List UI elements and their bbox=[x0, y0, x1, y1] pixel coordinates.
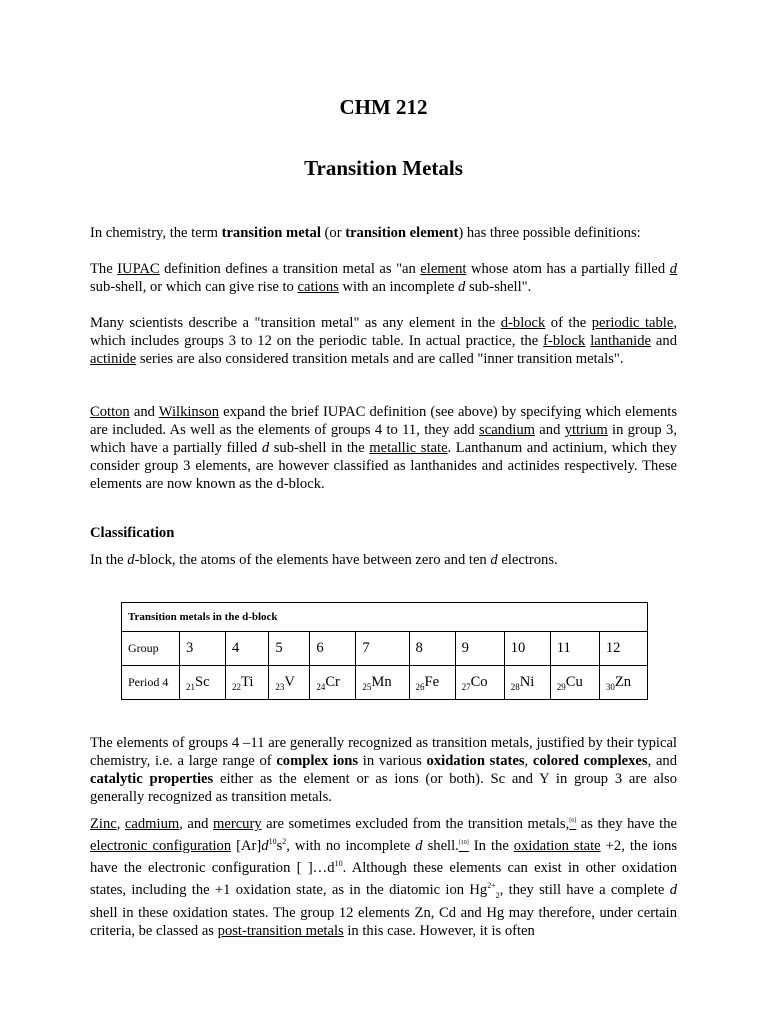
iupac-paragraph bbox=[90, 260, 677, 296]
text: and bbox=[129, 404, 159, 420]
cotton-wilkinson-paragraph bbox=[90, 403, 677, 493]
group-cell: 11 bbox=[550, 632, 599, 666]
text: (or bbox=[320, 225, 346, 241]
italic-d: d bbox=[127, 552, 135, 568]
group-cell: 3 bbox=[180, 632, 226, 666]
transition-metals-table bbox=[121, 602, 648, 700]
element-symbol: Cu bbox=[565, 673, 583, 690]
group-cell: 8 bbox=[409, 632, 455, 666]
element-symbol: Sc bbox=[195, 673, 210, 690]
link-metallic-state[interactable]: metallic state bbox=[369, 440, 448, 456]
italic-d: d bbox=[415, 837, 423, 854]
text: electrons. bbox=[497, 552, 558, 568]
link-zinc[interactable]: Zinc bbox=[90, 815, 117, 832]
italic-d: d bbox=[490, 552, 498, 568]
text: [Ar] bbox=[231, 837, 262, 854]
link-d[interactable]: d bbox=[669, 261, 677, 277]
link-cotton[interactable]: Cotton bbox=[90, 404, 130, 420]
reference-marker: [10] bbox=[458, 839, 469, 846]
group-cell: 6 bbox=[310, 632, 356, 666]
element-cell bbox=[310, 666, 356, 700]
link-d-block[interactable]: d-block bbox=[500, 315, 546, 331]
text: Many scientists describe a "transition metal" as any element in the bbox=[90, 315, 501, 331]
reference-link[interactable] bbox=[459, 838, 469, 854]
superscript: 10 bbox=[268, 836, 277, 846]
italic-d: d bbox=[261, 837, 269, 854]
text: , with no incomplete bbox=[286, 837, 416, 854]
atomic-number: 30 bbox=[605, 681, 615, 692]
link-f-block[interactable]: f-block bbox=[543, 333, 586, 349]
element-cell bbox=[550, 666, 599, 700]
link-mercury[interactable]: mercury bbox=[213, 815, 262, 832]
text: , bbox=[116, 815, 125, 832]
atomic-number: 28 bbox=[510, 681, 520, 692]
bold-term: complex ions bbox=[276, 753, 359, 769]
link-periodic-table[interactable]: periodic table bbox=[591, 315, 674, 331]
text: shell in these oxidation states. The group 12 elements Zn, Cd and Hg may therefore, under certain criteria, be classed as bbox=[90, 905, 677, 940]
atomic-number: 21 bbox=[186, 681, 195, 692]
text: and bbox=[534, 422, 565, 438]
link-electronic-configuration[interactable]: electronic configuration bbox=[90, 837, 232, 854]
text: , and bbox=[647, 753, 678, 769]
text: , which includes groups 3 to 12 on the periodic table. In actual practice, the bbox=[90, 315, 677, 349]
table-row-group bbox=[122, 632, 648, 666]
text: In the bbox=[468, 837, 514, 854]
link-oxidation-state[interactable]: oxidation state bbox=[513, 837, 601, 854]
table-row-period-4 bbox=[122, 666, 648, 700]
italic-d: d bbox=[669, 881, 677, 898]
element-symbol: V bbox=[284, 673, 295, 690]
bold-term: transition metal bbox=[221, 225, 321, 241]
text: sub-shell". bbox=[465, 279, 532, 295]
element-cell bbox=[504, 666, 550, 700]
italic-d: d bbox=[458, 279, 466, 295]
group-cell: 4 bbox=[226, 632, 269, 666]
superscript: 10 bbox=[334, 858, 343, 868]
text: The bbox=[90, 261, 118, 277]
text: definition defines a transition metal as "an bbox=[159, 261, 421, 277]
text: sub-shell in the bbox=[269, 440, 370, 456]
element-symbol: Ti bbox=[241, 673, 254, 690]
link-scandium[interactable]: scandium bbox=[479, 422, 535, 438]
group-cell: 12 bbox=[599, 632, 647, 666]
link-post-transition-metals[interactable]: post-transition metals bbox=[217, 923, 344, 940]
classification-paragraph bbox=[90, 551, 677, 569]
element-cell bbox=[180, 666, 226, 700]
table-caption: Transition metals in the d-block bbox=[122, 603, 648, 632]
page-title: Transition Metals bbox=[304, 156, 463, 180]
link-actinide[interactable]: actinide bbox=[90, 351, 137, 367]
text: The elements of groups 4 –11 are generally recognized as transition metals, justified by their typical chemistry, i.e. a large range of bbox=[90, 735, 677, 769]
atomic-number: 29 bbox=[556, 681, 566, 692]
row-header-period: Period 4 bbox=[122, 666, 180, 700]
text: ) has three possible definitions: bbox=[458, 225, 641, 241]
atomic-number: 26 bbox=[415, 681, 425, 692]
course-code: CHM 212 bbox=[339, 95, 428, 119]
text: , and bbox=[179, 815, 213, 832]
superscript: 2 bbox=[282, 836, 287, 846]
text: sub-shell, or which can give rise to bbox=[90, 279, 298, 295]
atomic-number: 22 bbox=[232, 681, 242, 692]
text: , bbox=[524, 753, 533, 769]
text: In the bbox=[90, 552, 128, 568]
element-symbol: Cr bbox=[325, 673, 340, 690]
text: in group 3, which have a partially filled bbox=[90, 422, 677, 456]
link-cations[interactable]: cations bbox=[297, 279, 339, 295]
group-cell: 10 bbox=[504, 632, 550, 666]
element-cell bbox=[409, 666, 455, 700]
text: -block, the atoms of the elements have between zero and ten bbox=[134, 552, 491, 568]
element-symbol: Co bbox=[470, 673, 488, 690]
row-header-group: Group bbox=[122, 632, 180, 666]
text: as they have the bbox=[576, 815, 677, 832]
element-symbol: Fe bbox=[424, 673, 440, 690]
atomic-number: 24 bbox=[316, 681, 326, 692]
link-cadmium[interactable]: cadmium bbox=[124, 815, 180, 832]
atomic-number: 25 bbox=[362, 681, 372, 692]
intro-paragraph bbox=[90, 224, 677, 242]
element-cell bbox=[226, 666, 269, 700]
table-caption-row bbox=[122, 603, 648, 632]
group-cell: 7 bbox=[356, 632, 409, 666]
subscript: 2 bbox=[495, 890, 500, 900]
text: s bbox=[276, 837, 283, 854]
group-cell: 9 bbox=[455, 632, 504, 666]
text: . Lanthanum and actinium, which they consider group 3 elements, are however classified as lanthanides and actinides respectively. These elements are now known as the d-block. bbox=[90, 440, 677, 492]
text: in this case. However, it is often bbox=[343, 923, 535, 940]
link-lanthanide[interactable]: lanthanide bbox=[590, 333, 651, 349]
element-cell bbox=[599, 666, 647, 700]
group-cell: 5 bbox=[269, 632, 310, 666]
atomic-number: 27 bbox=[461, 681, 471, 692]
text: , they still have a complete bbox=[499, 881, 670, 898]
reference-marker: [6] bbox=[569, 818, 577, 824]
text: In chemistry, the term bbox=[90, 225, 222, 241]
bold-term: transition element bbox=[345, 225, 459, 241]
element-cell bbox=[455, 666, 504, 700]
link-wilkinson[interactable]: Wilkinson bbox=[158, 404, 219, 420]
element-cell bbox=[356, 666, 409, 700]
superscript: 2+ bbox=[487, 880, 496, 890]
text: in various bbox=[358, 753, 427, 769]
text: with an incomplete bbox=[338, 279, 459, 295]
bold-term: catalytic properties bbox=[90, 771, 214, 787]
text: either as the element or as ions (or both). Sc and Y in group 3 are also generally recognized as transition metals. bbox=[90, 771, 677, 805]
element-symbol: Zn bbox=[614, 673, 632, 690]
text: and bbox=[651, 333, 677, 349]
dblock-paragraph bbox=[90, 314, 677, 368]
text: are sometimes excluded from the transition metals, bbox=[261, 815, 570, 832]
link-yttrium[interactable]: yttrium bbox=[564, 422, 608, 438]
text: series are also considered transition metals and are called "inner transition metals". bbox=[136, 351, 624, 367]
element-cell bbox=[269, 666, 310, 700]
groups-paragraph bbox=[90, 734, 677, 806]
bold-term: colored complexes bbox=[532, 753, 648, 769]
italic-d: d bbox=[261, 440, 270, 456]
text: whose atom has a partially filled bbox=[466, 261, 670, 277]
text: expand the brief IUPAC definition (see above) by specifying which elements are included. As well as the elements of groups 4 to 11, they add bbox=[90, 404, 677, 438]
bold-term: oxidation states bbox=[426, 753, 525, 769]
text: of the bbox=[545, 315, 592, 331]
link-element[interactable]: element bbox=[420, 261, 467, 277]
section-heading-classification: Classification bbox=[90, 525, 175, 541]
element-symbol: Mn bbox=[371, 673, 392, 690]
text: . Although these elements can exist in other oxidation states, including the +1 oxidation state, as in the diatomic ion Hg bbox=[90, 859, 677, 898]
zinc-paragraph bbox=[90, 812, 677, 940]
atomic-number: 23 bbox=[275, 681, 285, 692]
text: +2, the ions have the electronic configuration [ ]…d bbox=[90, 837, 677, 876]
text: shell. bbox=[422, 837, 459, 854]
link-iupac[interactable]: IUPAC bbox=[117, 261, 160, 277]
element-symbol: Ni bbox=[519, 673, 535, 690]
